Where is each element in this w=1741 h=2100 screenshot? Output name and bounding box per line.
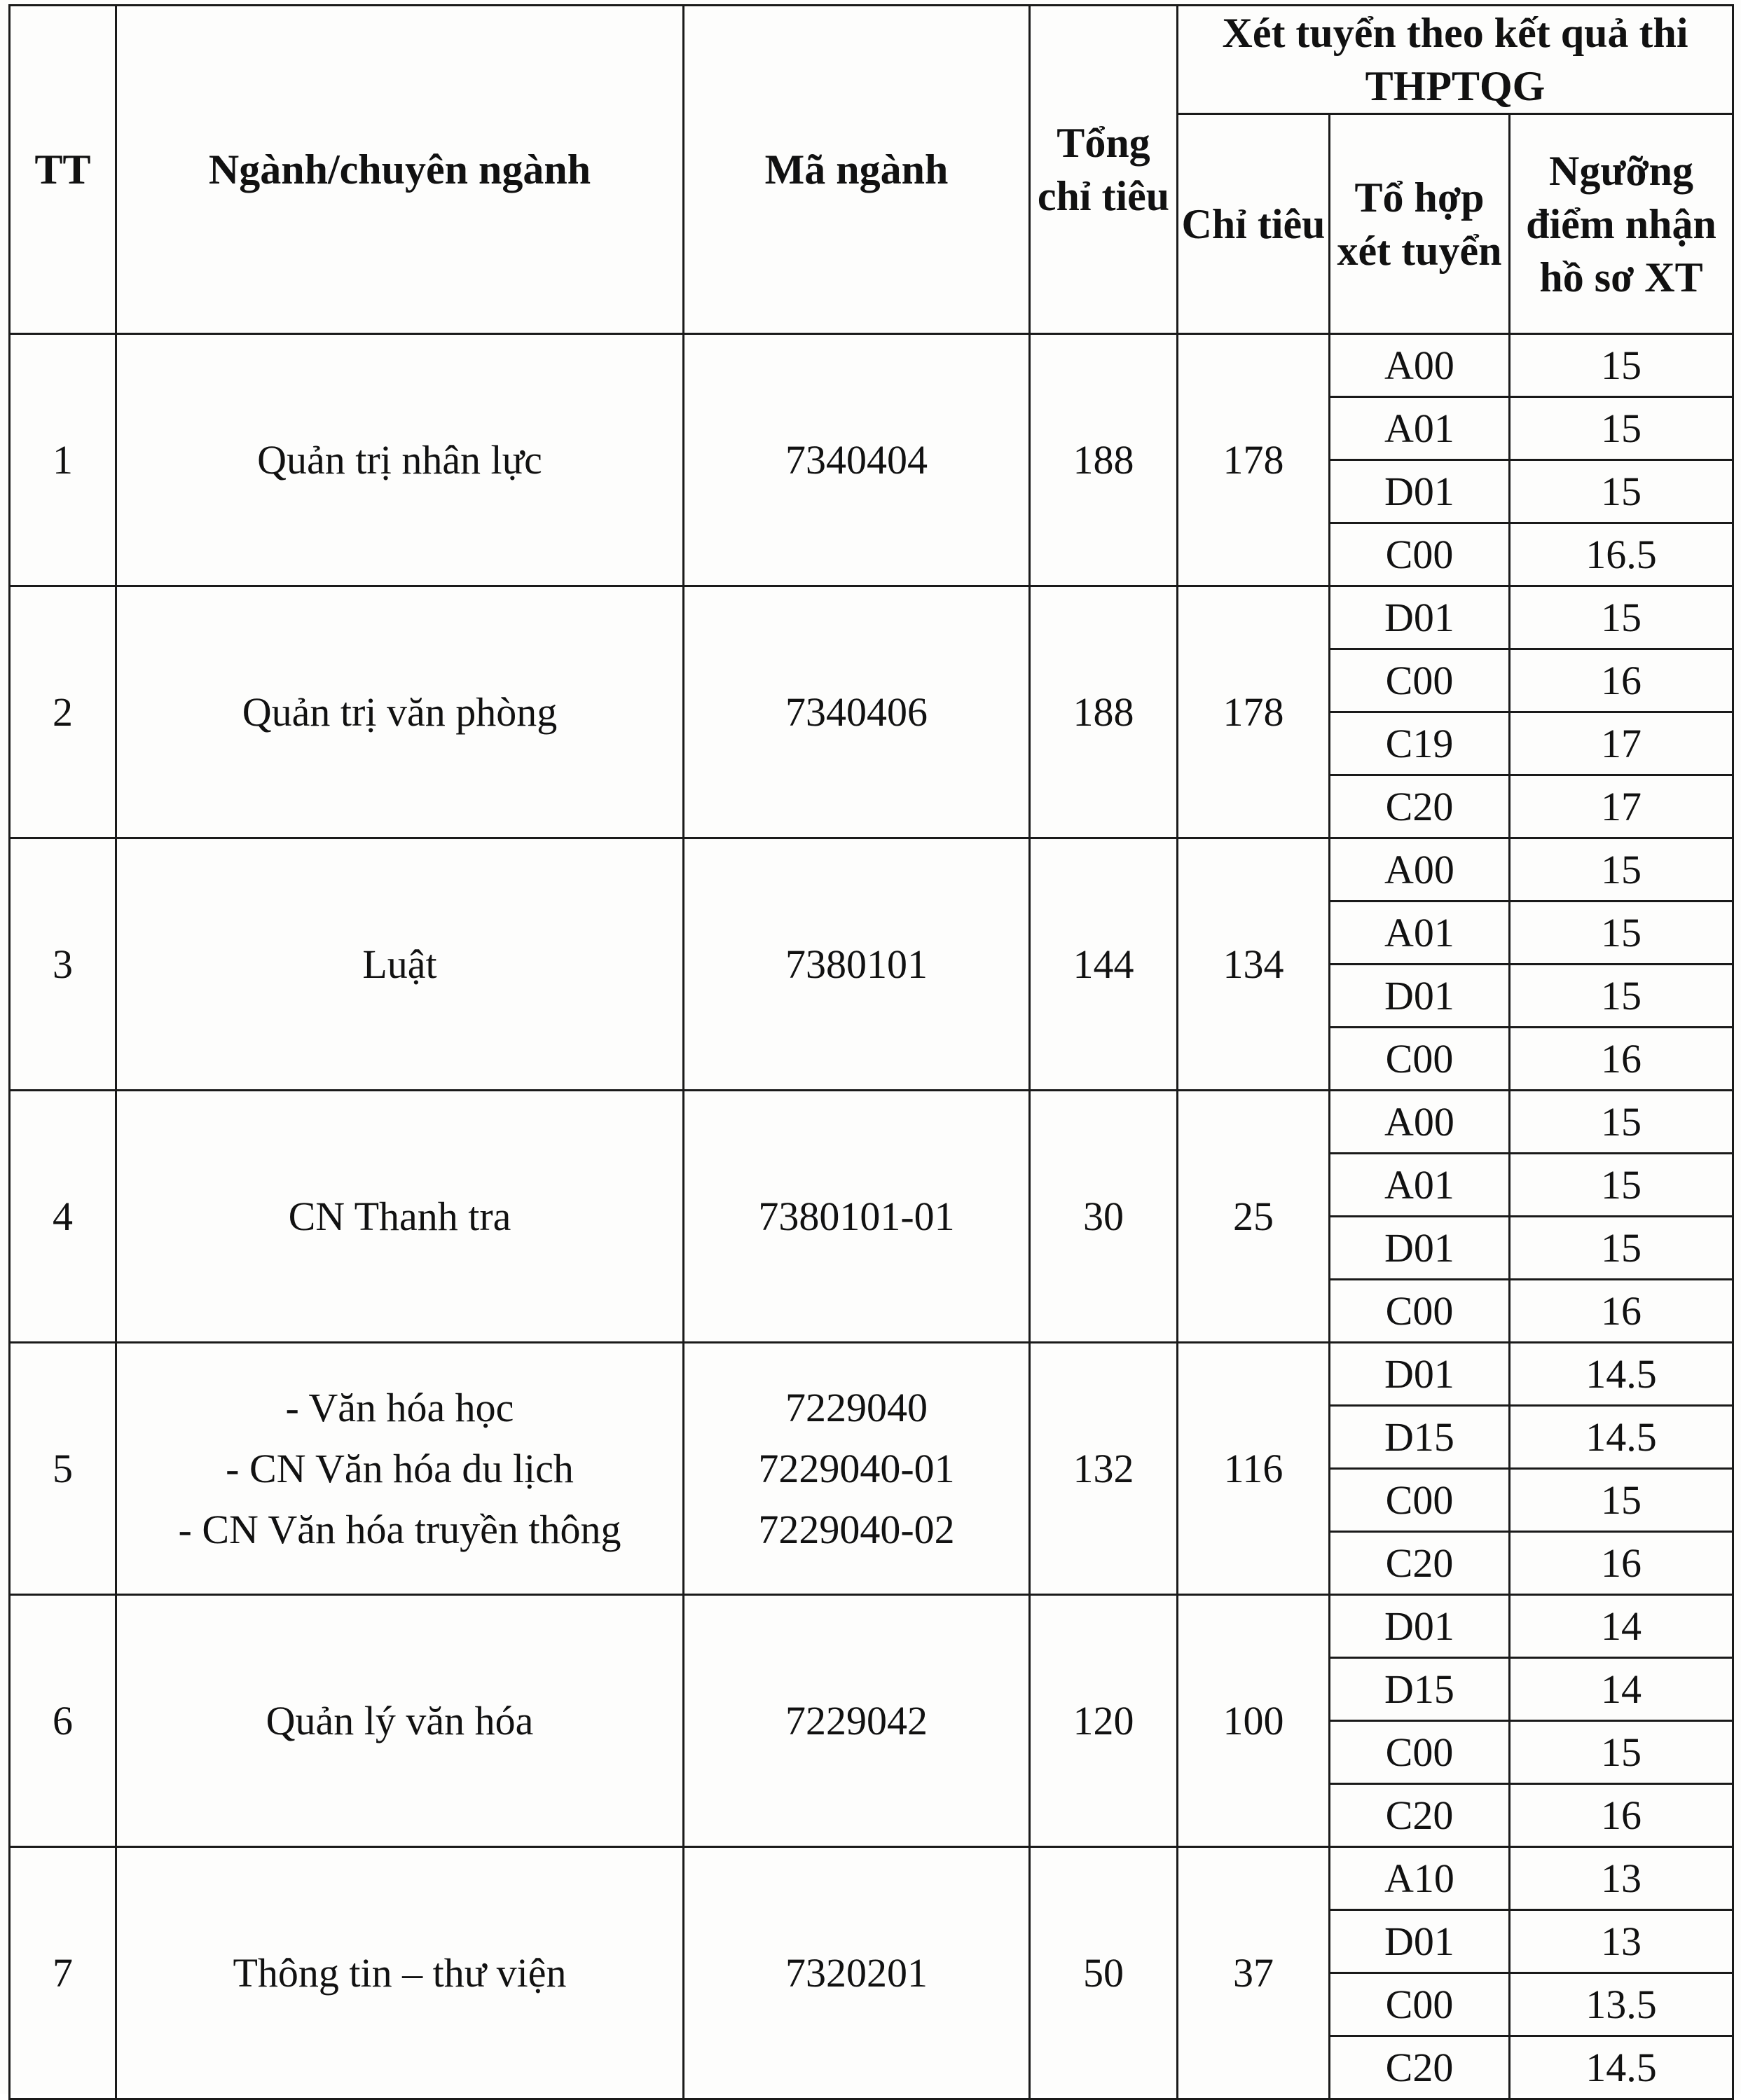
header-threshold: Ngưỡng điểm nhận hồ sơ XT bbox=[1510, 114, 1733, 334]
subject-combination: A00 bbox=[1330, 1091, 1510, 1154]
header-exam-group: Xét tuyển theo kết quả thi THPTQG bbox=[1178, 6, 1733, 114]
row-number: 3 bbox=[10, 838, 116, 1091]
threshold-score: 16 bbox=[1510, 1532, 1733, 1595]
subject-combination: D01 bbox=[1330, 1910, 1510, 1973]
exam-quota: 37 bbox=[1178, 1847, 1330, 2099]
row-number: 6 bbox=[10, 1595, 116, 1847]
table-row bbox=[10, 838, 1733, 902]
subject-combination: C20 bbox=[1330, 1784, 1510, 1847]
table-body bbox=[10, 334, 1733, 2099]
major-code-cell bbox=[684, 838, 1030, 1091]
major-name-cell bbox=[116, 1343, 684, 1595]
row-number: 2 bbox=[10, 586, 116, 838]
threshold-score: 16 bbox=[1510, 1028, 1733, 1091]
major-code-cell bbox=[684, 1343, 1030, 1595]
table-row bbox=[10, 334, 1733, 397]
header-combination: Tổ hợp xét tuyển bbox=[1330, 114, 1510, 334]
threshold-score: 15 bbox=[1510, 965, 1733, 1028]
exam-quota: 178 bbox=[1178, 586, 1330, 838]
threshold-score: 17 bbox=[1510, 775, 1733, 838]
row-number: 5 bbox=[10, 1343, 116, 1595]
major-name-cell bbox=[116, 1847, 684, 2099]
header-code: Mã ngành bbox=[684, 6, 1030, 334]
admission-table bbox=[8, 4, 1734, 2100]
threshold-score: 13 bbox=[1510, 1910, 1733, 1973]
subject-combination: D01 bbox=[1330, 1595, 1510, 1658]
table-row bbox=[10, 1091, 1733, 1154]
threshold-score: 16 bbox=[1510, 649, 1733, 712]
total-quota: 132 bbox=[1030, 1343, 1178, 1595]
major-name: Luật bbox=[362, 941, 437, 988]
subject-combination: D01 bbox=[1330, 460, 1510, 523]
threshold-score: 15 bbox=[1510, 397, 1733, 460]
major-code: 7380101-01 bbox=[758, 1194, 955, 1240]
threshold-score: 14.5 bbox=[1510, 1343, 1733, 1406]
total-quota: 120 bbox=[1030, 1595, 1178, 1847]
major-name-cell bbox=[116, 838, 684, 1091]
subject-combination: D01 bbox=[1330, 586, 1510, 649]
table-row bbox=[10, 1847, 1733, 1910]
subject-combination: C00 bbox=[1330, 1028, 1510, 1091]
major-name-cell bbox=[116, 1595, 684, 1847]
major-code-cell bbox=[684, 1595, 1030, 1847]
table-row bbox=[10, 1343, 1733, 1406]
subject-combination: C00 bbox=[1330, 1280, 1510, 1343]
threshold-score: 16.5 bbox=[1510, 523, 1733, 586]
threshold-score: 14.5 bbox=[1510, 1406, 1733, 1469]
major-name-cell bbox=[116, 334, 684, 586]
threshold-score: 15 bbox=[1510, 838, 1733, 902]
major-name: - CN Văn hóa truyền thông bbox=[178, 1507, 621, 1553]
table-row bbox=[10, 1595, 1733, 1658]
header-tt: TT bbox=[10, 6, 116, 334]
subject-combination: D01 bbox=[1330, 965, 1510, 1028]
major-name: - Văn hóa học bbox=[285, 1385, 514, 1431]
major-code-cell bbox=[684, 334, 1030, 586]
subject-combination: C00 bbox=[1330, 523, 1510, 586]
major-code: 7340404 bbox=[785, 437, 928, 483]
threshold-score: 13 bbox=[1510, 1847, 1733, 1910]
total-quota: 188 bbox=[1030, 334, 1178, 586]
threshold-score: 15 bbox=[1510, 902, 1733, 965]
threshold-score: 15 bbox=[1510, 460, 1733, 523]
major-name: Quản lý văn hóa bbox=[266, 1698, 534, 1744]
threshold-score: 16 bbox=[1510, 1280, 1733, 1343]
row-number: 4 bbox=[10, 1091, 116, 1343]
exam-quota: 178 bbox=[1178, 334, 1330, 586]
major-name-cell bbox=[116, 586, 684, 838]
total-quota: 50 bbox=[1030, 1847, 1178, 2099]
threshold-score: 15 bbox=[1510, 1154, 1733, 1217]
major-code-cell bbox=[684, 1847, 1030, 2099]
major-code: 7320201 bbox=[785, 1950, 928, 1996]
total-quota: 144 bbox=[1030, 838, 1178, 1091]
major-name: Quản trị văn phòng bbox=[242, 689, 558, 735]
major-name: CN Thanh tra bbox=[288, 1194, 511, 1240]
threshold-score: 15 bbox=[1510, 1091, 1733, 1154]
threshold-score: 15 bbox=[1510, 1217, 1733, 1280]
subject-combination: C00 bbox=[1330, 1973, 1510, 2036]
major-code-cell bbox=[684, 1091, 1030, 1343]
major-code-cell bbox=[684, 586, 1030, 838]
major-name: - CN Văn hóa du lịch bbox=[226, 1446, 574, 1492]
subject-combination: D15 bbox=[1330, 1406, 1510, 1469]
threshold-score: 14 bbox=[1510, 1658, 1733, 1721]
subject-combination: A01 bbox=[1330, 397, 1510, 460]
threshold-score: 15 bbox=[1510, 1721, 1733, 1784]
subject-combination: D15 bbox=[1330, 1658, 1510, 1721]
major-code: 7340406 bbox=[785, 689, 928, 735]
subject-combination: A01 bbox=[1330, 902, 1510, 965]
subject-combination: C20 bbox=[1330, 1532, 1510, 1595]
major-code: 7380101 bbox=[785, 941, 928, 988]
subject-combination: C20 bbox=[1330, 775, 1510, 838]
exam-quota: 134 bbox=[1178, 838, 1330, 1091]
major-code: 7229040 bbox=[785, 1385, 928, 1431]
major-name: Thông tin – thư viện bbox=[233, 1950, 567, 1996]
threshold-score: 14.5 bbox=[1510, 2036, 1733, 2099]
exam-quota: 25 bbox=[1178, 1091, 1330, 1343]
total-quota: 188 bbox=[1030, 586, 1178, 838]
major-name: Quản trị nhân lực bbox=[257, 437, 542, 483]
subject-combination: C00 bbox=[1330, 649, 1510, 712]
threshold-score: 15 bbox=[1510, 334, 1733, 397]
subject-combination: A00 bbox=[1330, 334, 1510, 397]
threshold-score: 15 bbox=[1510, 586, 1733, 649]
table-row bbox=[10, 586, 1733, 649]
exam-quota: 100 bbox=[1178, 1595, 1330, 1847]
subject-combination: C20 bbox=[1330, 2036, 1510, 2099]
major-code: 7229040-01 bbox=[758, 1446, 955, 1492]
major-code: 7229040-02 bbox=[758, 1507, 955, 1553]
exam-quota: 116 bbox=[1178, 1343, 1330, 1595]
subject-combination: D01 bbox=[1330, 1343, 1510, 1406]
subject-combination: A00 bbox=[1330, 838, 1510, 902]
subject-combination: A01 bbox=[1330, 1154, 1510, 1217]
header-major: Ngành/chuyên ngành bbox=[116, 6, 684, 334]
threshold-score: 14 bbox=[1510, 1595, 1733, 1658]
subject-combination: C00 bbox=[1330, 1469, 1510, 1532]
subject-combination: A10 bbox=[1330, 1847, 1510, 1910]
row-number: 7 bbox=[10, 1847, 116, 2099]
major-name-cell bbox=[116, 1091, 684, 1343]
threshold-score: 17 bbox=[1510, 712, 1733, 775]
subject-combination: C00 bbox=[1330, 1721, 1510, 1784]
threshold-score: 13.5 bbox=[1510, 1973, 1733, 2036]
major-code: 7229042 bbox=[785, 1698, 928, 1744]
header-total-quota: Tổng chỉ tiêu bbox=[1030, 6, 1178, 334]
header-quota: Chỉ tiêu bbox=[1178, 114, 1330, 334]
threshold-score: 16 bbox=[1510, 1784, 1733, 1847]
row-number: 1 bbox=[10, 334, 116, 586]
threshold-score: 15 bbox=[1510, 1469, 1733, 1532]
total-quota: 30 bbox=[1030, 1091, 1178, 1343]
subject-combination: D01 bbox=[1330, 1217, 1510, 1280]
subject-combination: C19 bbox=[1330, 712, 1510, 775]
